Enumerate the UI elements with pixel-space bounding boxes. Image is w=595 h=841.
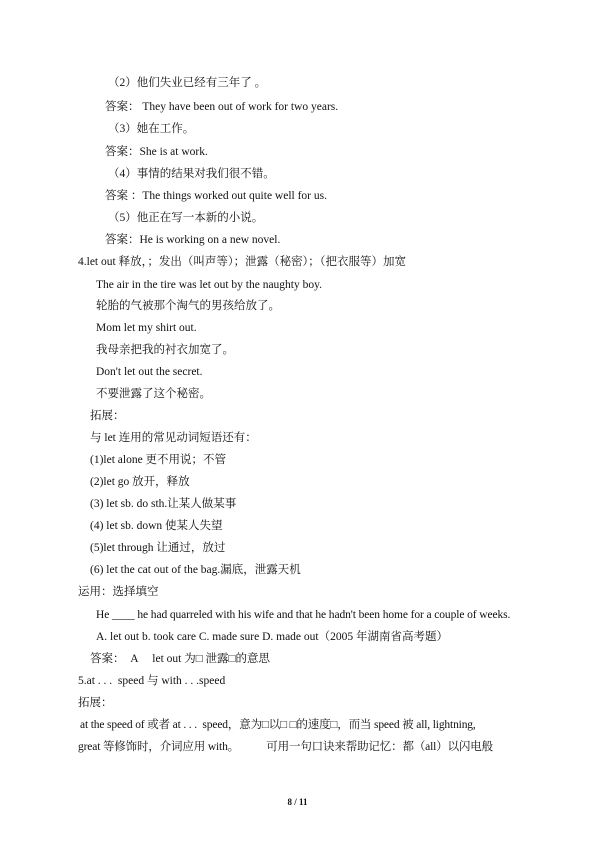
text-line: （4）事情的结果对我们很不错。 bbox=[108, 168, 275, 180]
text-line: Mom let my shirt out. bbox=[96, 322, 197, 334]
text-line: 答案：She is at work. bbox=[105, 146, 208, 158]
text-line: 不要泄露了这个秘密。 bbox=[96, 388, 211, 400]
text-line: 轮胎的气被那个淘气的男孩给放了。 bbox=[96, 300, 280, 312]
list-item: (4) let sb. down 使某人失望 bbox=[90, 520, 223, 532]
text-line: （5）他正在写一本新的小说。 bbox=[108, 212, 264, 224]
list-item: (5)let through 让通过，放过 bbox=[90, 542, 226, 554]
list-item: (2)let go 放开，释放 bbox=[90, 476, 190, 488]
page-number: 8 / 11 bbox=[287, 797, 308, 807]
text-line: great 等修饰时，介词应用 with。 可用一句口诀来帮助记忆：都（all）以闪电般 bbox=[78, 741, 493, 753]
text-line: 答案 ：The things worked out quite well for us. bbox=[105, 190, 327, 202]
list-item: (6) let the cat out of the bag.漏底，泄露天机 bbox=[90, 564, 301, 576]
section-heading: 5.at . . . speed 与 with . . .speed bbox=[78, 675, 226, 687]
text-line: He ____ he had quarreled with his wife and that he hadn't been home for a couple of weeks. bbox=[96, 609, 511, 621]
text-line: （3）她在工作。 bbox=[108, 123, 195, 135]
text-line: 与 let 连用的常见动词短语还有： bbox=[90, 432, 257, 444]
list-item: (1)let alone 更不用说；不管 bbox=[90, 454, 227, 466]
list-item: (3) let sb. do sth.让某人做某事 bbox=[90, 498, 237, 510]
text-line: The air in the tire was let out by the naughty boy. bbox=[96, 279, 323, 291]
text-line: （2）他们失业已经有三年了 。 bbox=[108, 77, 267, 89]
text-line: 答案： A let out 为□ 泄露□的意思 bbox=[90, 653, 271, 665]
text-line: 我母亲把我的衬衣加宽了。 bbox=[96, 344, 234, 356]
text-line: 拓展： bbox=[78, 697, 113, 709]
text-line: 运用：选择填空 bbox=[78, 586, 159, 598]
text-line: Don't let out the secret. bbox=[96, 366, 203, 378]
text-line: 答案：He is working on a new novel. bbox=[105, 234, 281, 246]
text-line: 拓展： bbox=[90, 410, 125, 422]
section-heading: 4.let out 释放，；发出（叫声等）；泄露（秘密）；（把衣服等）加宽 bbox=[78, 256, 407, 268]
text-line: 答案： They have been out of work for two years. bbox=[105, 101, 339, 113]
text-line: at the speed of 或者 at . . . speed，意为□以□ □的速度□，而当 speed 被 all, lightning, bbox=[80, 719, 476, 731]
text-line: A. let out b. took care C. made sure D. made out（2005 年湖南省高考题） bbox=[96, 631, 448, 643]
